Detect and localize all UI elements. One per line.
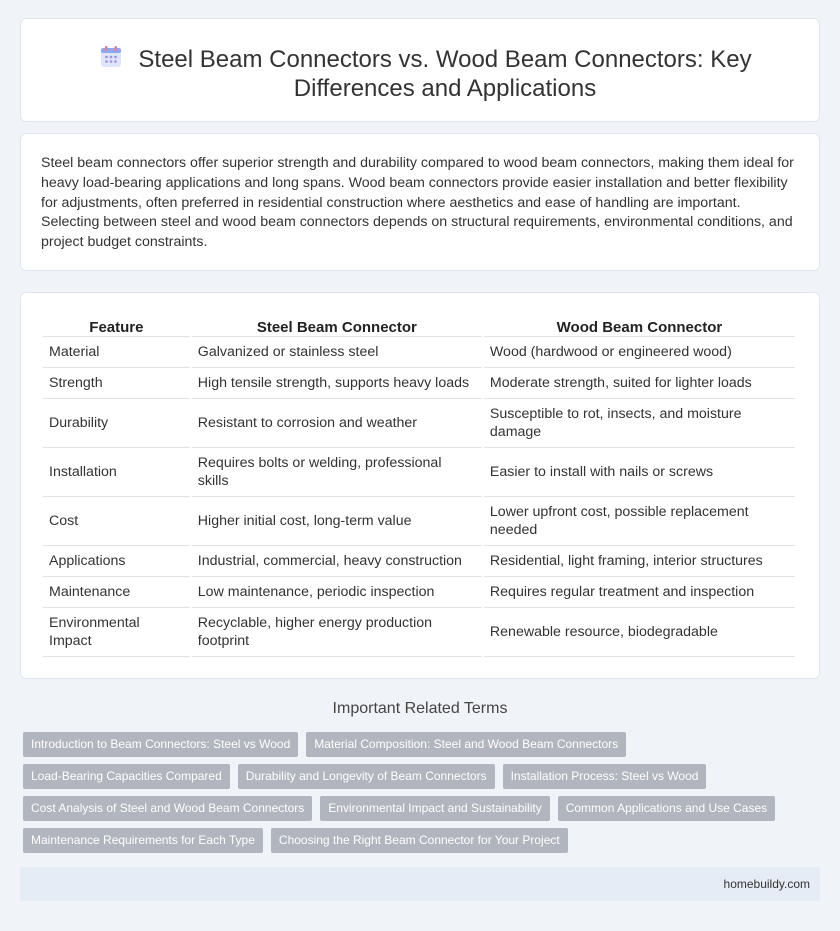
intro-card — [20, 133, 820, 271]
related-tag[interactable]: Choosing the Right Beam Connector for Your Project — [271, 828, 568, 853]
table-cell: Galvanized or stainless steel — [192, 337, 482, 368]
footer — [20, 867, 820, 901]
table-cell: Higher initial cost, long-term value — [192, 497, 482, 546]
table-header-wood: Wood Beam Connector — [484, 315, 795, 337]
table-cell: Renewable resource, biodegradable — [484, 608, 795, 657]
table-row — [43, 577, 795, 608]
related-tag[interactable]: Environmental Impact and Sustainability — [320, 796, 549, 821]
header-card — [20, 18, 820, 122]
comparison-table — [41, 315, 797, 657]
table-cell: Residential, light framing, interior structures — [484, 546, 795, 577]
related-tag[interactable]: Load-Bearing Capacities Compared — [23, 764, 230, 789]
table-cell: Strength — [43, 368, 190, 399]
table-row — [43, 497, 795, 546]
table-cell: Installation — [43, 448, 190, 497]
related-tag[interactable]: Durability and Longevity of Beam Connectors — [238, 764, 495, 789]
table-cell: Material — [43, 337, 190, 368]
table-cell: Cost — [43, 497, 190, 546]
tag-row — [23, 764, 813, 796]
table-cell: Maintenance — [43, 577, 190, 608]
related-terms-title: Important Related Terms — [332, 700, 508, 717]
table-row — [43, 368, 795, 399]
tag-row — [23, 796, 813, 828]
related-tag[interactable]: Installation Process: Steel vs Wood — [503, 764, 707, 789]
table-cell: Easier to install with nails or screws — [484, 448, 795, 497]
table-cell: Durability — [43, 399, 190, 448]
table-cell: Wood (hardwood or engineered wood) — [484, 337, 795, 368]
page-title: Steel Beam Connectors vs. Wood Beam Connectors: Key Differences and Applications — [138, 46, 752, 102]
table-cell: High tensile strength, supports heavy loads — [192, 368, 482, 399]
table-row — [43, 399, 795, 448]
table-cell: Lower upfront cost, possible replacement needed — [484, 497, 795, 546]
related-terms-tags — [23, 732, 813, 860]
related-tag[interactable]: Cost Analysis of Steel and Wood Beam Connectors — [23, 796, 312, 821]
related-tag[interactable]: Common Applications and Use Cases — [558, 796, 775, 821]
table-row — [43, 608, 795, 657]
intro-paragraph: Steel beam connectors offer superior strength and durability compared to wood beam connectors, making them ideal for heavy load-bearing applications and long spans. Wood beam connectors provide easier installation and better flexibility for adjustments, often preferred in residential construction where aesthetics and ease of handling are important. Selecting between steel and wood beam connectors depends on structural requirements, environmental conditions, and project budget constraints. — [41, 155, 794, 251]
table-header-steel: Steel Beam Connector — [192, 315, 482, 337]
related-tag[interactable]: Material Composition: Steel and Wood Beam Connectors — [306, 732, 626, 757]
table-cell: Requires regular treatment and inspection — [484, 577, 795, 608]
table-cell: Moderate strength, suited for lighter loads — [484, 368, 795, 399]
related-tag[interactable]: Introduction to Beam Connectors: Steel vs Wood — [23, 732, 298, 757]
table-cell: Requires bolts or welding, professional skills — [192, 448, 482, 497]
table-header-feature: Feature — [43, 315, 190, 337]
table-cell: Industrial, commercial, heavy construction — [192, 546, 482, 577]
table-cell: Susceptible to rot, insects, and moisture damage — [484, 399, 795, 448]
table-cell: Applications — [43, 546, 190, 577]
table-cell: Low maintenance, periodic inspection — [192, 577, 482, 608]
table-row — [43, 337, 795, 368]
comparison-table-card — [20, 292, 820, 679]
table-row — [43, 546, 795, 577]
tag-row — [23, 828, 813, 860]
footer-site-link[interactable]: homebuildy.com — [723, 877, 810, 891]
table-cell: Recyclable, higher energy production footprint — [192, 608, 482, 657]
related-tag[interactable]: Maintenance Requirements for Each Type — [23, 828, 263, 853]
table-cell: Resistant to corrosion and weather — [192, 399, 482, 448]
table-row — [43, 448, 795, 497]
tag-row — [23, 732, 813, 764]
table-cell: Environmental Impact — [43, 608, 190, 657]
